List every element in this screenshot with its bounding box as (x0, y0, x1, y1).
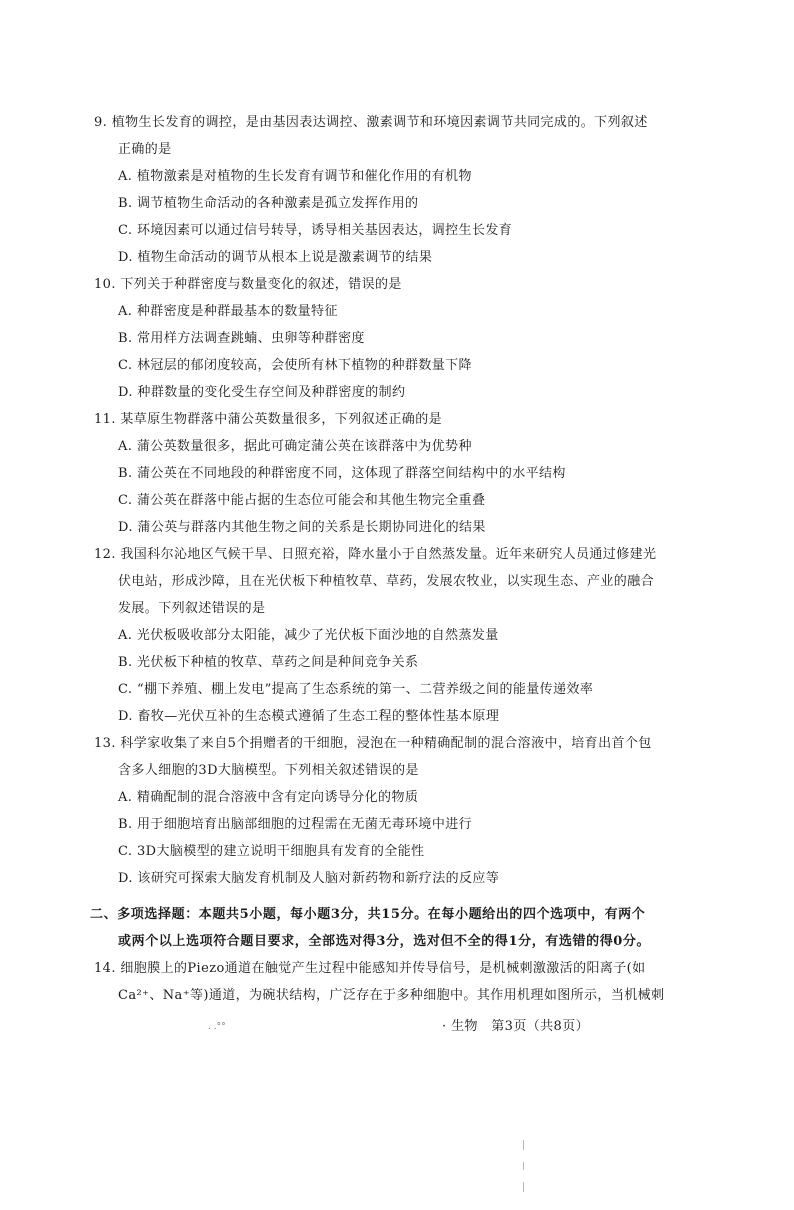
page-number: · 生物 第3页（共8页） (442, 1019, 590, 1034)
q11-option-a: A. 蒲公英数量很多，据此可确定蒲公英在该群落中为优势种 (118, 439, 472, 454)
q13-option-a: A. 精确配制的混合溶液中含有定向诱导分化的物质 (118, 790, 419, 805)
q9-option-c: C. 环境因素可以通过信号转导，诱导相关基因表达，调控生长发育 (118, 223, 513, 238)
scan-artifact-mark (523, 1162, 524, 1170)
q10-option-b: B. 常用样方法调查跳蝻、虫卵等种群密度 (118, 331, 365, 346)
q12-stem-line2: 伏电站，形成沙障，且在光伏板下种植牧草、草药，发展农牧业，以实现生态、产业的融合 (118, 574, 655, 589)
q12-stem-line3: 发展。下列叙述错误的是 (118, 601, 266, 616)
q14-stem-line2: Ca²⁺、Na⁺等)通道，为碗状结构，广泛存在于多种细胞中。其作用机理如图所示，当机械刺 (118, 988, 665, 1003)
q13-option-d: D. 该研究可探索大脑发育机制及人脑对新药物和新疗法的反应等 (118, 871, 500, 886)
q14-stem-line1: 14. 细胞膜上的Piezo通道在触觉产生过程中能感知并传导信号，是机械刺激激活的阳离子(如 (94, 961, 646, 976)
q13-option-b: B. 用于细胞培育出脑部细胞的过程需在无菌无毒环境中进行 (118, 817, 473, 832)
section2-heading-line1: 二、多项选择题：本题共5小题，每小题3分，共15分。在每小题给出的四个选项中，有两个 (90, 907, 646, 922)
q10-option-a: A. 种群密度是种群最基本的数量特征 (118, 304, 338, 319)
q10-stem: 10. 下列关于种群密度与数量变化的叙述，错误的是 (94, 277, 402, 292)
q13-option-c: C. 3D大脑模型的建立说明干细胞具有发育的全能性 (118, 844, 425, 859)
footer-scan-mark: . .°° (208, 1022, 226, 1032)
q11-stem: 11. 某草原生物群落中蒲公英数量很多，下列叙述正确的是 (94, 412, 443, 427)
q12-option-d: D. 畜牧—光伏互补的生态模式遵循了生态工程的整体性基本原理 (118, 709, 500, 724)
q10-option-c: C. 林冠层的郁闭度较高，会使所有林下植物的种群数量下降 (118, 358, 472, 373)
q11-option-d: D. 蒲公英与群落内其他生物之间的关系是长期协同进化的结果 (118, 520, 486, 535)
q11-option-b: B. 蒲公英在不同地段的种群密度不同，这体现了群落空间结构中的水平结构 (118, 466, 566, 481)
q9-option-d: D. 植物生命活动的调节从根本上说是激素调节的结果 (118, 250, 433, 265)
scan-artifact-mark (523, 1182, 524, 1192)
q9-option-a: A. 植物激素是对植物的生长发育有调节和催化作用的有机物 (118, 169, 472, 184)
q13-stem-line2: 含多人细胞的3D大脑模型。下列相关叙述错误的是 (118, 763, 419, 778)
q12-option-b: B. 光伏板下种植的牧草、草药之间是种间竞争关系 (118, 655, 419, 670)
section2-heading-line2: 或两个以上选项符合题目要求，全部选对得3分，选对但不全的得1分，有选错的得0分。 (118, 934, 651, 949)
q12-stem-line1: 12. 我国科尔沁地区气候干旱、日照充裕，降水量小于自然蒸发量。近年来研究人员通过修建光 (94, 547, 657, 562)
scan-artifact-mark (523, 1140, 524, 1150)
q12-option-a: A. 光伏板吸收部分太阳能，减少了光伏板下面沙地的自然蒸发量 (118, 628, 499, 643)
q10-option-d: D. 种群数量的变化受生存空间及种群密度的制约 (118, 385, 406, 400)
q13-stem-line1: 13. 科学家收集了来自5个捐赠者的干细胞，浸泡在一种精确配制的混合溶液中，培育出首个包 (94, 736, 652, 751)
q12-option-c: C. “棚下养殖、棚上发电”提高了生态系统的第一、二营养级之间的能量传递效率 (118, 682, 594, 697)
q9-option-b: B. 调节植物生命活动的各种激素是孤立发挥作用的 (118, 196, 419, 211)
q9-stem-line1: 9. 植物生长发育的调控，是由基因表达调控、激素调节和环境因素调节共同完成的。下列叙述 (94, 115, 648, 130)
q11-option-c: C. 蒲公英在群落中能占据的生态位可能会和其他生物完全重叠 (118, 493, 486, 508)
q9-stem-line2: 正确的是 (118, 142, 172, 157)
